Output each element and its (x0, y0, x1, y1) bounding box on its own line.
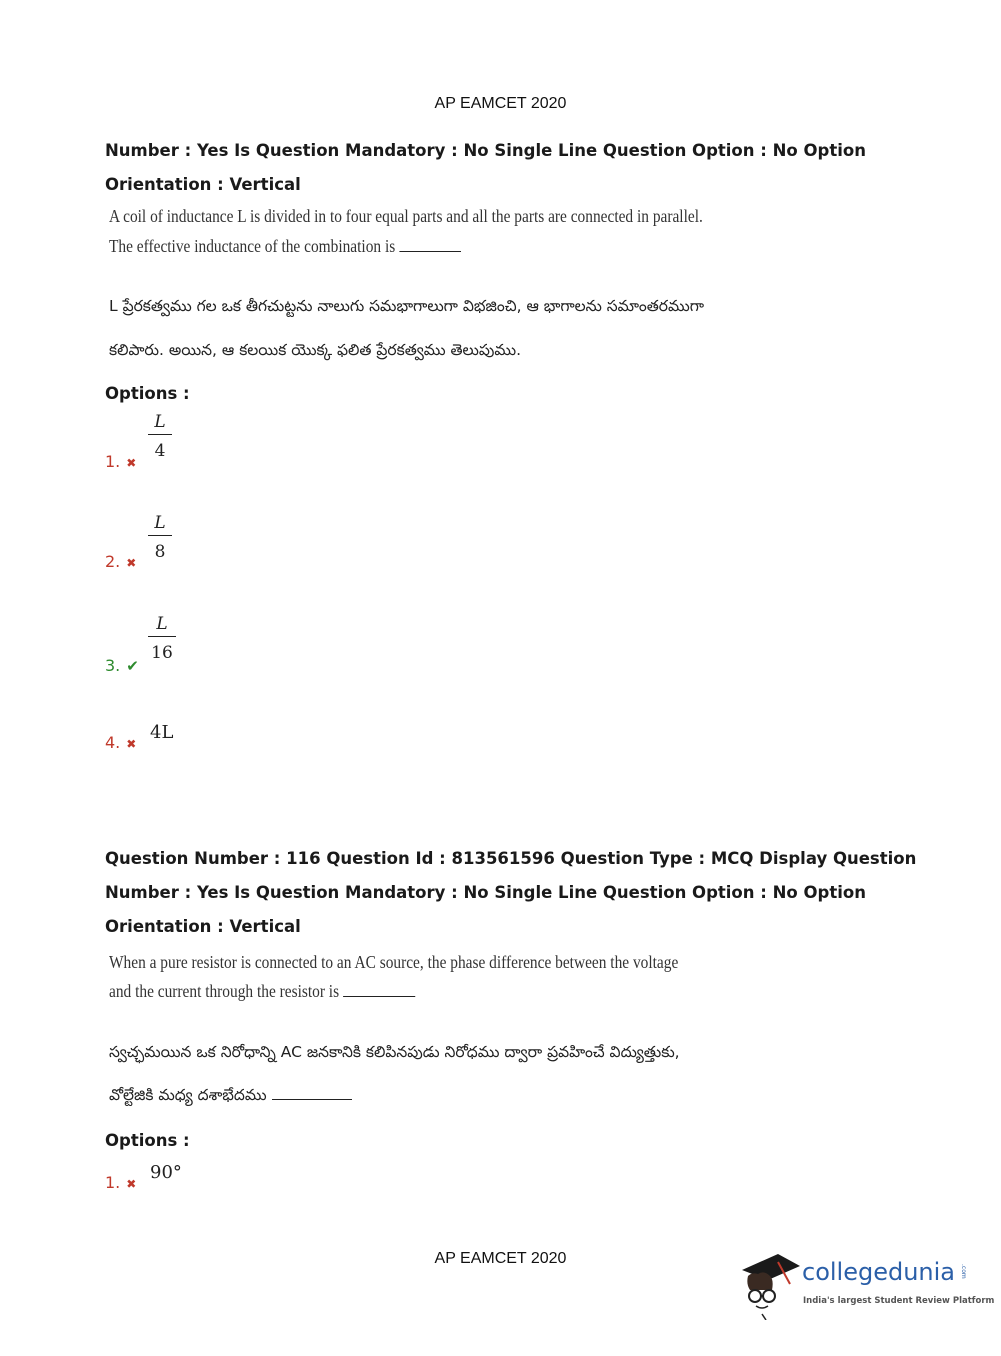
question-text-english: When a pure resistor is connected to an AC source, the phase difference between the voltage (109, 952, 679, 972)
question-orientation: Orientation : Vertical (105, 917, 301, 936)
options-label: Options : (105, 1131, 190, 1150)
option-number (105, 656, 139, 675)
fraction-bar (148, 434, 172, 435)
answer-blank (343, 982, 415, 997)
question-text-telugu: స్వచ్ఛమయిన ఒక నిరోధాన్ని AC జనకానికి కలిపినపుడు నిరోధము ద్వారా ప్రవహించే విద్యుత్తుకు, (109, 1043, 680, 1061)
wrong-mark-icon: ✖ (126, 1177, 137, 1191)
wrong-mark-icon: ✖ (126, 456, 137, 470)
option-value[interactable]: 90° (150, 1162, 182, 1183)
page-footer: AP EAMCET 2020 (434, 1250, 567, 1267)
option-number (105, 552, 136, 571)
check-mark-icon: ✔ (126, 657, 139, 675)
option-number (105, 733, 136, 752)
logo-name: collegedunia (802, 1258, 956, 1286)
question-text-telugu: L ప్రేరకత్వము గల ఒక తీగచుట్టను నాలుగు సమభాగాలుగా విభజించి, ఆ భాగాలను సమాంతరముగా (109, 297, 705, 315)
question-text-telugu: కలిపారు. అయిన, ఆ కలయిక యొక్క ఫలిత ప్రేరకత్వము తెలుపుము. (109, 341, 522, 359)
option-index: 2. (105, 552, 121, 571)
fraction-bar (148, 636, 176, 637)
answer-blank (399, 237, 461, 252)
fraction-denominator: 8 (154, 542, 166, 562)
question-text-english (109, 236, 461, 257)
question-text-telugu-line: వోల్టేజికి మధ్య దశాభేదము (109, 1086, 267, 1104)
mascot-icon (738, 1250, 800, 1320)
logo-tagline: India's largest Student Review Platform (803, 1296, 995, 1306)
wrong-mark-icon: ✖ (126, 556, 137, 570)
wrong-mark-icon: ✖ (126, 737, 137, 751)
fraction-denominator: 4 (154, 441, 166, 461)
option-value[interactable]: 4L (150, 722, 174, 743)
question-text-telugu (109, 1085, 352, 1108)
question-orientation: Orientation : Vertical (105, 175, 301, 194)
question-meta-line: Number : Yes Is Question Mandatory : No Single Line Question Option : No Option (105, 883, 866, 902)
answer-blank (272, 1085, 352, 1100)
fraction-numerator: L (156, 614, 168, 634)
option-number (105, 452, 136, 471)
option-fraction[interactable] (148, 412, 172, 461)
fraction-bar (148, 535, 172, 536)
question-meta-line: Question Number : 116 Question Id : 813561596 Question Type : MCQ Display Question (105, 849, 917, 868)
option-index: 4. (105, 733, 121, 752)
fraction-numerator: L (154, 513, 166, 533)
question-text-english: A coil of inductance L is divided in to four equal parts and all the parts are connected in parallel. (109, 206, 703, 226)
question-meta-line: Number : Yes Is Question Mandatory : No Single Line Question Option : No Option (105, 141, 866, 160)
option-index: 1. (105, 452, 121, 471)
fraction-denominator: 16 (151, 643, 173, 663)
page-header: AP EAMCET 2020 (434, 95, 567, 112)
question-text-english-line: The effective inductance of the combination is (109, 236, 396, 256)
option-index: 1. (105, 1173, 121, 1192)
option-fraction[interactable] (148, 614, 176, 663)
option-fraction[interactable] (148, 513, 172, 562)
question-text-english-line: and the current through the resistor is (109, 981, 340, 1001)
options-label: Options : (105, 384, 190, 403)
logo-suffix: .com (960, 1264, 967, 1279)
fraction-numerator: L (154, 412, 166, 432)
option-number (105, 1173, 136, 1192)
collegedunia-logo[interactable] (738, 1250, 995, 1320)
option-index: 3. (105, 656, 121, 675)
question-text-english (109, 981, 415, 1002)
